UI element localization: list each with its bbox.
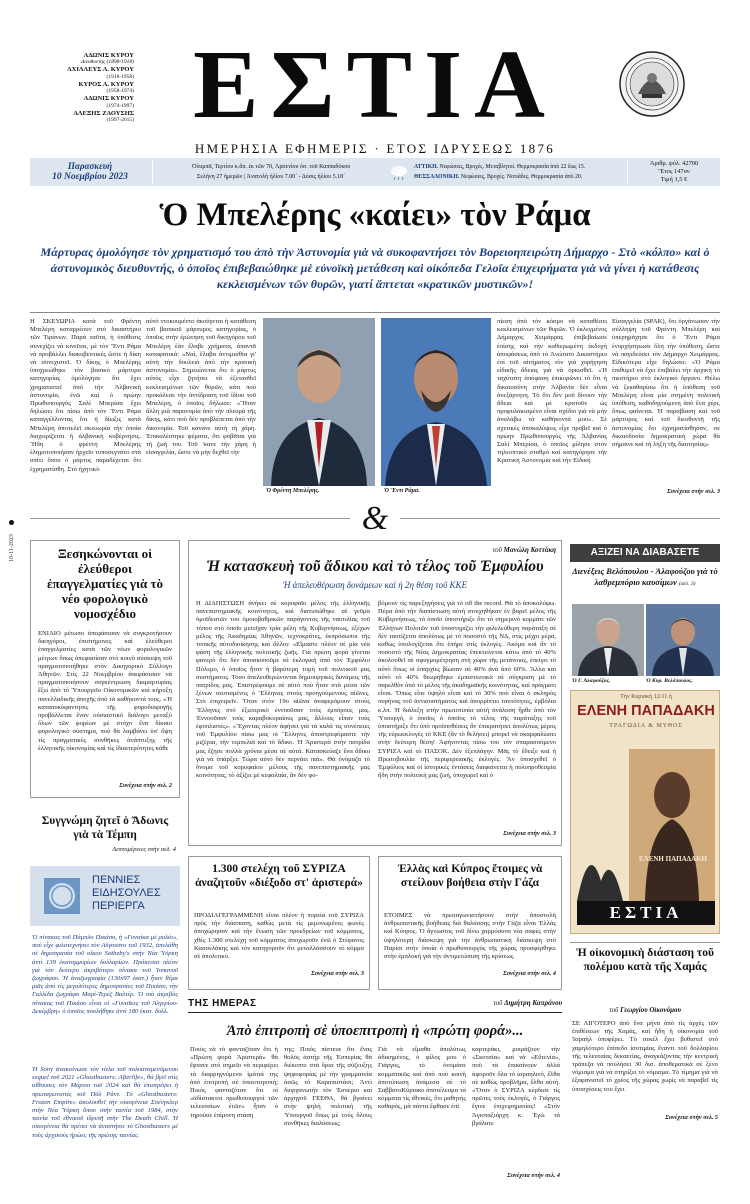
lead-deck: Μάρτυρας ὁμολόγησε τὸν χρηματισμό του ἀπὸ τὴν Ἀστυνομία γιὰ νὰ συκοφαντήσει τὸν Βορειοηπειρώτη Δήμαρχο - Στὸ «κόλπο» καὶ ὁ ἀστυνομικὸς διευθυντής, ὁ ὁποῖος ἐπιβεβαιώθηκε μὲ εὐνοϊκὴ μετάθεση καὶ οἰκόπεδα Γελοῖα ἐπιχειρήματα γιὰ νὰ γίνει ἡ κατάθεσις κεκλεισμένων τῶν θυρῶν, γιατί ἅπτεται «κρατικῶν μυστικῶν»! bbox=[40, 245, 710, 291]
weather-icon bbox=[388, 161, 410, 183]
econ-headline: Ἡ οἰκονομικὴ διάσταση τοῦ πολέμου κατὰ τῆς Χαμάς bbox=[576, 947, 714, 973]
book-cover-title: ΕΛΕΝΗ ΠΑΠΑΔΑΚΗ bbox=[639, 855, 707, 863]
founder-2-years: (1918-1958) bbox=[106, 73, 134, 80]
issue-price: Τιμή 1,5 € bbox=[660, 176, 688, 183]
book-author-name: ΕΛΕΝΗ ΠΑΠΑΔΑΚΗ bbox=[577, 703, 715, 719]
tempi-details[interactable]: Λεπτομέρειες στὴν σελ. 4 bbox=[112, 846, 176, 853]
lead-col-3: πίεση ἀπὸ τὸν κόσμο νὰ καταθέσει κεκλεισμένων τῶν θυρῶν. Ὁ ἐκλεγμένος Δήμαρχος Χειμάρρας ἐπιβεβαίωσε ἐπίσης καὶ τὴν καθιερωμένη ἐκδοχὴ ἀποφάσεως ἀπὸ τὸ Ἀνώτατο Δικαστήριο ἐπὶ τοῦ αἰτήματος τὸν γιὰ χορήγηση εἰδικῆς ἄδειας γιὰ νὰ ὁρκισθεῖ. «Ἡ ταχύτατη ἀπόφαση ἐπικυρώνει τὸ ὅτι ἡ δικαιοσύνη στὴν Ἀλβανία δὲν εἶναι ἀνεξάρτητη. Τὸ ὅτι δὲν μοῦ δίνουν τὴν ἄδεια καὶ μὲ κρατοῦν ὡς προφυλακισμένο εἶναι σχέδιο γιὰ νὰ μὴν ἀναλάβω τὰ καθήκοντά μου». Σὲ σχετικὲς ἀποκαλύψεις εἶχε προβεῖ καὶ ὁ πρώην Πρωθυπουργὸς τῆς Ἀλβανίας Σαλί Μπερίσα, ὁ ὁποῖος μίλησε στὸν τηλεοπτικὸ σταθμὸ καὶ κατηγόρησε τὴν Κρατικὴ Ἀστυνομία καὶ τὴν Εἰδική bbox=[497, 318, 607, 465]
caption-velopoulos: Ὁ Κυρ. Βελόπουλος. bbox=[646, 678, 694, 684]
lead-continued[interactable]: Συνέχεια στὴν σελ. 3 bbox=[667, 488, 720, 495]
editorial-author-name: Μανώλη Κοττάκη bbox=[503, 546, 556, 554]
weather-thessaloniki bbox=[414, 173, 614, 181]
tempi-headline: Συγγνώμη ζητεῖ ὁ Ἄδωνις γιὰ τὰ Τέμπη bbox=[41, 815, 169, 841]
recommend-headline-text: Διενέξεις Βελόπουλου - Ἀλαφούζου γιὰ τὸ λαθρεμπόριο καυσίμων bbox=[572, 566, 718, 587]
founder-1-years: Διευθυντής (1898-1918) bbox=[81, 59, 134, 66]
syriza-headline: 1.300 στελέχη τοῦ ΣΥΡΙΖΑ ἀναζητοῦν «διέξοδο στ' ἀριστερά» bbox=[195, 863, 363, 889]
day-col-3: Γιὰ νὰ εἴμαθα ἀπολύτως ἀδικημένος, ὁ φίλος μου ὁ Γιάργος, τὸ ὀνομάσε κομματικῶς καὶ ἀπὸ ποὺ κοινὴ ἀποτύπωση ἀνάμεσα σὲ τὸ ΣαββατοΚύριακο ἀποτέλεσμα τὰ κόμματα τὶς ἐθνικὲς, ὅτι μαθητὴς καθαρὸς, μὰ πάντα ἔφθασε ἐπὶ bbox=[378, 1046, 466, 1111]
econ-continued[interactable]: Συνέχεια στὴν σελ. 5 bbox=[665, 1114, 718, 1121]
founder-5: ΑΛΕΞΗΣ ΖΑΟΥΣΗΣ bbox=[73, 109, 134, 117]
econ-author-label: τοῦ bbox=[609, 1006, 619, 1014]
pennies-item-2: Ἡ Sony ἀνακοίνωσε τὸν τίτλο τοῦ πολυαναμενόμενου sequel τοῦ 2021 «Ghostbusters: Afterlife», θὰ βγεῖ στὶς αἴθουσες τὸν Μάρτιο τοῦ 2024 καὶ θὰ ἐπιστρέψει ἡ πρωταγωνιστὲς τοῦ Πόλ Ράντ. Τὸ «Ghostbusters: Frozen Empire» ἀκολουθεῖ τὴν οἰκογένεια Σπένγκλερ στὴν Νέα Ὑόρκη ὅπου στὴν ταινία τοῦ 1984, στὴν ταινία τοῦ ἐθνικοῦ ἰδρυτῆ στὴν The Death Chill. Ἡ οἰκογένεια θὰ πρέπει νὰ ἀναστήσει τὸ Ghostbusters μὲ τοὺς ἀρχικοὺς ἡρώες τῆς πρώτης ταινίας. bbox=[32, 1066, 178, 1139]
day-rule bbox=[188, 1012, 562, 1013]
dateline-date: 10 Νοεμβρίου 2023 bbox=[52, 172, 128, 182]
founder-3: ΚΥΡΟΣ Α. ΚΥΡΟΥ bbox=[78, 80, 134, 88]
day-continued[interactable]: Συνέχεια στὴν σελ. 4 bbox=[507, 1172, 560, 1179]
seal-logo bbox=[618, 50, 686, 118]
weather-attica bbox=[414, 163, 614, 171]
editorial-col-1: Η ΔΙΑΠΙΣΤΩΣΗ ἀνήκει σὲ κορυφαῖο μέλος τῆς ἑλληνικῆς πανεπιστημιακῆς κοινότητος, καὶ διατυπώθηκε σὲ γεῦμα ὁμοϊδεατῶν του ὁμοιοβαθμικῶν παράγοντος τῆς ναυτιλίας τοῦ τόπου στὸ ὁποῖο μετεῖχαν τρία μέλη τῆς Κυβερνήσεως, ἐξέχων μέλος τῆς Ἀκαδημίας Ἀθηνῶν, τεχνοκράτες, ἐκπρόσωποι τῆς τοπικῆς αὐτοδιοίκησης καὶ ἄλλοι: «Εἴμαστε πλέον σὲ μία νέα φάση τῆς ἑλληνικῆς πολιτικῆς ζωῆς. Γιὰ πρώτη φορά γίνεται φανερὸ ὅτι δὲν ἀποσκοποῦμε σὲ ἐκλογικὴ ἀπὸ τὸν Ἐμφύλιο Πόλεμο, ὁ ὁποῖος ἦταν ἡ βαρύτερη τομὴ τοῦ πολιτικοῦ μας συστήματος. Τόσο ἀπελευθερώνονται δημιουργικὲς δυνάμεις τῆς πατρίδος μας. Ἐπιστρέφουμε σὲ αὐτὸ ποὺ ἦταν στὰ μέσα τῶν ξένων ταυτισμένος ὁ Ἕλληνας στοὺς προηγούμενους αἰῶνες. Στὸ ἐπιχειρεῖν. Ὅταν στὸν 19ο αἰῶνα ἀναφερόμουν στοὺς Ἕλληνες στὸ ἐξωτερικὸ ἐννοοῦσαν τοὺς ἐμπόρους μας. Ἐννοοῦσαν τοὺς καραβοκυραίους μας, ἄλλους εἶπαν τοὺς ἐφοπλιστές». «Ἔχοντας πλέον ἀφήσει γιὰ τὰ καλά τις συνέπειες τοῦ Ἐμφυλίου πίσω μας οἱ Ἕλληνες ἀποστρεφόμαστε τὴν μιζέρια, τὴν τεμπελιὰ καὶ τὸ ἄδικο. Ἡ Ἀριστερὰ στὴν πατρίδα μας ἔζησε πολλὰ χρόνια μέσα σὲ αὐτά. Κατασκεύαζε ἕνα ἄδικο γιὰ νὰ ὑπάρξει. Τώρα αὐτὸ δὲν περνάει πιά». Θὰ ὀνόμαζα τὸ ὄνομα τοῦ κορυφαίου μέλους τῆς πανεπιστημιακῆς μας κοινότητας, τὸ ἀξίζει μὲ κεφαλαία, ἂν δὲν φο- bbox=[196, 600, 370, 780]
amp-rule-left bbox=[30, 518, 350, 519]
ampersand-ornament: & bbox=[361, 500, 389, 537]
founders-list bbox=[30, 52, 134, 124]
lead-headline: Ὁ Μπελέρης «καίει» τὸν Ράμα bbox=[159, 197, 591, 233]
day-col-1: Ποιὸς νὰ τὸ φανταζόταν ὅτι ἡ «Πρώτη φορὰ Ἀριστερά» θὰ ἔφτανε στὸ σημεῖο νὰ περιφέρει τὰ διαρρηγνύμενα ἱμάτιά της ἀπὸ ἐπιτροπὴ σὲ ὑποεπιτροπή; Ποιὸς φανταζόταν ὅτι οἱ «ἀδίστακτοι πρωθυπουργοὶ τῶν τελευταίων ἐτῶν» ἦταν ὁ τηρούσε ἐπίμονη στάση bbox=[190, 1046, 278, 1119]
book-subtitle: ΤΡΑΓΩΔΙΑ & ΜΥΘΟΣ bbox=[609, 723, 683, 729]
econ-author bbox=[572, 1006, 718, 1014]
founder-1: ΑΔΩΝΙΣ ΚΥΡΟΥ bbox=[83, 52, 134, 59]
syriza-text: ΠΡΟΔΙΑΓΕΓΡΑΜΜΕΝΗ εἶναι πλέον ἡ πορεία τοῦ ΣΥΡΙΖΑ πρὸς τὴν διάσπαση, καθὼς μετὰ τὶς μεμονωμένες φωνὲς ἀποχώρησαν καὶ τὴν ἕνωση τῶν προεδρείων τοῦ κόμματος, χθὲς 1.300 στελέχη τοῦ κόμματος ἀποχωροῦν ἐνῶ ὁ Στέφανος Κασσελάκης καὶ τὸν κατηγοροῦν ὅτι μεταλλάσσουν τὸ κόμμα σὲ ἀπολιτικὸ. bbox=[194, 912, 364, 961]
syriza-continued[interactable]: Συνέχεια στὴν σελ. 3 bbox=[311, 970, 364, 977]
professionals-continued[interactable]: Συνέχεια στὴν σελ. 2 bbox=[119, 782, 172, 789]
professionals-headline: Ξεσηκώνονται οἱ ἐλεύθεροι ἐπαγγελματίες γιὰ τὸ νέο φορολογικὸ νομοσχέδιο bbox=[46, 546, 164, 621]
caption-rama: Ὁ Ἔντι Ράμα. bbox=[384, 488, 420, 494]
dateline-saints: Ὀλυμπᾶ, Τερτίου κ.ἄπ. ἐκ τῶν 70, Ἀρσενίου ὁσ. τοῦ Καππαδόκου bbox=[191, 164, 351, 170]
econ-text: ΣΕ ΛΙΓΟΤΕΡΟ ἀπὸ ἕνα μήνα ἀπὸ τὶς ἀρχὲς τῶν ἐπιθέσεων τῆς Χαμάς, καὶ ἤδη ἡ οἰκονομία τοῦ Ἰσραὴλ ὑποφέρει. Τὸ σεκέλ ἔχει βυθιστεῖ στὸ χαμηλότερο ἐπίπεδο ἰσοτιμίας ἔναντι τοῦ δολλαρίου τῆς τελευταίας δεκαετίας, ἀναγκάζοντας τὴν κεντρικὴ τράπεζα νὰ πουλήσει 30 δισ. ἀποθεματικὰ σὲ ξένο νόμισμα γιὰ νὰ στηρίξει τὸ νόμισμα. Τὸ τίμημα γιὰ νὰ ἐξαφανιστεῖ τὸ χρέος τῆς χώρας χωρὶς νὰ παραβεῖ τὶς ὑποσχέσεις του ἔχει bbox=[572, 1020, 718, 1093]
day-headline: Ἀπὸ ἐπιτροπὴ σὲ ὑποεπιτροπὴ ἡ «πρώτη φορά»... bbox=[226, 1023, 524, 1039]
dateline-separator bbox=[152, 160, 153, 184]
caption-alafouzos: Ὁ Γ. Ἀλαφούζος. bbox=[572, 678, 611, 684]
pennies-item-1: Ὁ πίνακας τοῦ Πάμπλο Πικάσο, ἡ «Γυναίκα μὲ ρολόι», ποὺ εἶχε φιλοτεχνήσει τὸν Αὔγουστο τοῦ 1932, ἀπελάθη σὲ δημοπρασία τοῦ οἴκου Sotheby's στὴν Νέα Ὑόρκη ἀντὶ 139 ἑκατομμυρίων δολλαρίων. Πρόκειται πλέον γιὰ τὸν δεύτερο ἀκριβότερο πίνακα τοῦ Ἰσπανοῦ ζωγράφου. Ἡ ἀναζωγραφία (130x97 ἑκατ.) ἦταν θέμα μιᾶς ἀπὸ τὶς μεγαλύτερες δημοπρασίες τοῦ Πικάσο, τὴν Γαλλίδα ζωγράφο Μαρί-Τερέζ Βαλτέρ. Ὁ πιὸ ἀκριβὸς πίνακας τοῦ Πικάσο εἶναι οἱ «Γυναῖκες τοῦ Ἀλγερίου-Δεκέμβρη» ὁ ὁποῖος πουλήθηκε ἀντὶ 180 ἑκατ. δολλ. bbox=[32, 934, 178, 1015]
founder-4-years: (1974-1997) bbox=[106, 102, 134, 109]
founder-2: ΑΧΙΛΛΕΥΣ Α. ΚΥΡΟΥ bbox=[66, 66, 134, 74]
dateline-separator-2 bbox=[627, 160, 628, 184]
book-promo-label: Τὴν Κυριακὴ 12/11 ἡ bbox=[620, 694, 672, 700]
econ-author-name: Γεωργίου Οἰκονόμου bbox=[620, 1006, 681, 1014]
recommend-headline bbox=[572, 566, 718, 589]
recommend-ref: (σελ. 3) bbox=[678, 580, 696, 587]
amp-rule-right bbox=[400, 518, 720, 519]
issue-number: Ἀριθμ. φύλ. 42700 bbox=[649, 160, 699, 167]
lead-col-1: Η ΣΚΕΥΩΡΙΑ κατὰ τοῦ Φρέντη Μπελέρη καταρρέουν στὸ δικαστήριο τῶν Τιράνων. Παρά ταῦτα, ἡ ὑπόθεσις συνεχίζει νὰ κινεῖται, μὲ τὸν Ἔντι Ράμα νὰ προβάλλει διακυβευτικές ὥστε ἡ δίκη νὰ συνεχιστεῖ. Ὁ δίκης ὁ Μπελέρης ὑποχρεώθηκε τὸν βασικὸ μάρτυρα κατηγορίας ὁμολόγησε ὅτι ἔχει χρηματιστεῖ ἀπὸ τὴν Ἀλβανικὴ ἀστυνομία, ἐνῶ καὶ ὁ πρώην Πρωθυπουργὸς Σαλί Μπερίσα ἔχει δηλώσει ὅτι πίσω ἀπὸ τὸν Ἔντι Ράμα καταγγέλλοντας ὅτι ἡ δίωξις κατὰ Μπελέρη ἀποτελεῖ σκευωρία τὴν ὁποία διαχειρίζεται ἡ ἀλβανικὴ κυβέρνησις. Ἤδη ὁ φρέντη Μπελέρης ἐλημοτοποιήσαν ἡρχεῖο τοποσεγνάτο στὰ σπίτι ὅπου ὁ μάρτυς παραδέχεται ὅτι ἐχρηματίσθη. Στὸ ἠχητικὸ bbox=[30, 318, 141, 473]
weather-thessaloniki-region: ΘΕΣΣΑΛΟΝΙΚΗ. bbox=[414, 174, 460, 180]
dateline-day: Παρασκευή bbox=[67, 161, 113, 171]
side-date-dot bbox=[9, 520, 14, 525]
editorial-continued[interactable]: Συνέχεια στὴν σελ. 3 bbox=[503, 830, 556, 837]
editorial-col-2: βόμουν τὶς παρεξηγήσεις γιὰ τὸ off the record. Θὰ τὸ ἀποκαλύψω. Πέρα ἀπὸ τὴν διαπίστωση αὐτὴ στοιχηθήκαν ἐν βαρεῖ μέλος τῆς Κυβερνήσεως, τὸ ὁποῖο ὑποστήριξε ὅτι τὸ σημερινὸ κομμάτι τῶν Ἑλλήνων Πολιτῶν τοῦ ὑποστηρίζει τὴν φιλελεύθερη παράταξη σὲ δὲν ταυτίζεται ἀπολύτως μὲ τὸ ποσοστὸ τῆς ΝΔ, στὶς μέχρι μέρα, καθὼς ὑπολογίζεται ὅτι ἑπήρε στὶς ἐκλογές. Ἀκόμα καὶ ἂν τὸ ποσοστὸ τῆς Νέας Δημοκρατίας ἐπεκτείνεται κάτω ἀπὸ τὸ 40% ἀκολουθεῖ σὲ σφυγμομέτρηση στὴ χώρα τῆς μετάνοιας, ἐπείγει τὸ αὐτὸ ὅπως οἱ ἐπαρχίες βίωσαν σὲ 40% ἀνὰ ἀπὸ 60%. Ἄλλα καὶ αὐτὸ τὸ 40% θεωρήθηκε ἐμπιστευτικὰ σὲ σύγκριση μὲ τὸ παρελθὸν ἀπὸ τὸ μέλος τῆς ἀκαδημαϊκῆς κοινότητας, καὶ πράγματι εἶναι. Ὅπως εἶπε ὑψηλὸ εἶναι καὶ τὸ 30% ποὺ εἶναι ὁ σκληρὸς πυρήνας τοῦ ἀντισυστήματος καὶ ἀπορρίπτει ταυτότητες, ἐμβόλια κ.λπ. Ἡ διάλεξη στὴν πρωτοτυπία αὐτὴ ἀνάλυση ἦρθε ἀπὸ τὸν Ὑπουργό, ὁ ὁποῖος ὁ ὁποῖος τὸ τέλος τῆς παράταξης τοῦ ὑποστήριξε ὅτι ὑπὸ προϋποθέσεις ἂν ἐπικρατήσει ἀπολύτως μέρος τῆς εὐρωεκλογὲς τὸ ΚΚΕ (ἂν τὸ θελήσει) μπορεῖ νὰ σκαρφαλώσει στὴν δεύτερη θέση! Ἀφήνοντας πίσω του τὸν σπαρασσόμενο ΣΥΡΙΖΑ καὶ τὸ ΠΑΣΟΚ. Δὲν ἐξεπλάγην. Μᾶς τὸ ἔδειξε καὶ ἡ Πρωτοβουλία τῆς περιφερειακῆς ἐκλογές. Ἂν ὑποσχεθεῖ ὁ Ἐμφύλιος καὶ οἱ ἱστορικὲς ἐντάσεις διαφαίνεται ἡ πολυπροθεσμία ἤδη στὴν πολιτικὴ μας ζωή, ὑποχωρεῖ καὶ ὁ bbox=[378, 600, 556, 780]
editorial-author-label: τοῦ bbox=[492, 546, 502, 554]
photo-beleris bbox=[263, 318, 375, 486]
recommend-banner: ΑΞΙΖΕΙ ΝΑ ΔΙΑΒΑΣΕΤΕ bbox=[570, 544, 720, 562]
pennies-label-2: ΕΙΔΗΣΟΥΛΕΣ bbox=[92, 887, 161, 899]
book-promo bbox=[570, 690, 720, 934]
pennies-label-1: ΠΕΝΝΙΕΣ bbox=[92, 874, 141, 886]
caption-beleris: Ὁ Φρέντη Μπελέρης. bbox=[266, 488, 320, 494]
weather-attica-text: Νεφώσεις, Βροχές. Μεταβλητοί. Θερμοκρασία ἀπὸ 22 ἕως 15. bbox=[439, 164, 586, 170]
side-date: 10-11-2023 bbox=[9, 534, 15, 562]
masthead-title: ΕΣΤΙΑ bbox=[193, 31, 557, 139]
weather-thessaloniki-text: Νεφώσεις, Βροχές. Νοτιάδες. Θερμοκρασία ἀπὸ 20. bbox=[460, 174, 583, 180]
day-col-2: της; Ποιὸς πίστευε ὅτι ἕνας θολὸς ἀστὴρ τῆς Ἐσπερίας θὰ διέκοπτε στὰ ὅρια τῆς σύζευξης ψηφοφορίας μὲ τὴν γραμματεία ἀσῶς τὸ Καραπιστάσι; Ἀντὶ διοργανωτὴν τὸν Ἑσπέριο καὶ ἀρχηγοῦ ΓΕΕΘΑ, θὰ βγαίνει στὴν ψηλὴ πολιτικὴ τῆς Ὑπουργοῦ ὅπως μὲ τοὺς ὅλους συνθῆκες διαλύσεως; bbox=[284, 1046, 372, 1127]
issue-year: Ἔτος 147ον bbox=[658, 168, 690, 175]
pennies-label-3: ΠΕΡΙΕΡΓΑ bbox=[92, 900, 145, 912]
editorial-deck: Ἡ ἀπελευθέρωση δυνάμεων καὶ ἡ 2η θέση τοῦ ΚΚΕ bbox=[283, 580, 467, 590]
editorial-headline: Ἡ κατασκευὴ τοῦ ἄδικου καὶ τὸ τέλος τοῦ Ἐμφυλίου bbox=[206, 558, 544, 575]
pennies-icon bbox=[40, 874, 84, 918]
lead-rule bbox=[30, 312, 720, 313]
founder-5-years: (1997-2015) bbox=[106, 117, 134, 124]
masthead-tagline: ΗΜΕΡΗΣΙΑ ΕΦΗΜΕΡΙΣ · ΕΤΟΣ ΙΔΡΥΣΕΩΣ 1876 bbox=[194, 141, 556, 156]
lead-col-2: αὐτὸ ντοκουμέντο ἀκούγεται ἡ κατάθεση τοῦ βασικοῦ μάρτυρος κατηγορίας, ὁ ὁποῖος στὴν ἐρώτηση τοῦ δικηγόρου τοῦ Μπελέρη ἐὰν ἔλαβε χρήματα, ἀπαντᾶ καταφατικά: «Ναί, ἔλαβα ἀντιμισθία γι' αὐτὴ τὴν δουλειὰ ἀπὸ τὴν κρατικὴ ἀστυνομία». Σημειώνεται ὅτι ὁ μάρτυς αὐτὸς εἶχε ζητήσει νὰ ἐξετασθεῖ κεκλεισμένων τῶν θυρῶν, κάτι ποὺ προκάλεσε τὴν ἀντίδραση τοῦ ἰδίου τοῦ Μπελέρη, ὁ ὁποῖος δήλωσε: «Ἤταν ἄλλη μιὰ παρανομία ἀπὸ τὴν πλευρὰ τῆς δίκης, κάτι ποὺ δὲν προβλέπεται ἀπὸ τὴν δικονομία. Τοῦ κάνανε αὐτὴ τὴ χάρη. Ἐπικαλέστηκε ψέματα, ὅτι φοβᾶται γιὰ τὴ ζωή του. Τοῦ 'κανε τὴν χάρη ἡ εἰσαγγελία, ὥστε νὰ μὴν δεχθεῖ τὴν bbox=[146, 318, 256, 457]
day-author bbox=[420, 999, 562, 1007]
editorial-author bbox=[420, 546, 556, 554]
photo-rama bbox=[381, 318, 491, 486]
day-author-name: Δημήτρη Καπράνου bbox=[504, 999, 562, 1007]
professionals-text: ΕΝΙΑΙΟ μέτωπο ἀπεφάσισαν νὰ συγκροτήσουν δικηγόροι, ἐπιστήμονες καὶ ἐλεύθεροι ἐπαγγελματίες κατὰ τῶν νέων φορολογικῶν μέτρων ὅπως ἀπεφασίσαν στὸ κοινὸ σύσκεψη τοῦ πραγματοποιήθηκε στὸν Δικηγορικὸ Σύλλογο Ἀθηνῶν. Στὶς 22 Νοεμβρίου ἀπεφάσισαν νὰ πραγματοποιήσουν συγκέντρωση διαμαρτυρίας ἔξω ἀπὸ τὸ Ὑπουργεῖο Οἰκονομικῶν καὶ κήρυξη πανελλαδικῆς ἀποχῆς ἀπὸ τὰ καθήκοντά τους. «Ἡ κατασυκόφαντησις τῆς φοροδιαφυγῆς προβάλλεται ἔναν οὐσιαστικὸ διάλογο μεταξὺ ὅλων τῶν φορέων μὲ στόχο ἕνα δίκαιο φορολογικὸ σύστημα, ποὺ θὰ λαμβάνει ὑπ' ὄψη τὶς πραγματικὲς συνθῆκες ἀνάπτυξης τῆς ἑλληνικῆς οἰκονομίας καὶ τὶς ἰδιαιτερότητες κάθε bbox=[38, 630, 172, 752]
weather-attica-region: ΑΤΤΙΚΗ. bbox=[414, 164, 439, 170]
photo-alafouzos bbox=[572, 604, 644, 676]
dateline-astro: Σελήνη 27 ἡμερῶν | Ἀνατολή ἡλίου 7.00΄ - Δύσις ἡλίου 5.18΄ bbox=[196, 174, 346, 180]
gaza-text: ΕΤΟΙΜΕΣ νὰ πρωταγωνιστήσουν στὴν ἀποστολὴ ἀνθρωπιστικῆς βοήθειας διὰ θαλάσσης στὴν Γάζα εἶναι Ἑλλὰς καὶ Κύπρος. Ὁ ἄγνωστος τοῦ δίνω χαρμόσυνα νέα σαφὲς στὴν ὑψηλότερη διάσκεψη γιὰ τὴν ἀνθρωπιστικὴ διάσκεψη στὸ Παρίσι στὴν ὁποία ὁ πρωθυπουργὸς τῆς χώρας προσφέρθηκε στὴν ἐμπλοκὴ γιὰ τὴν ἀντιμετώπιση τῆς κρίσεως. bbox=[384, 912, 556, 961]
day-author-label: τοῦ bbox=[493, 999, 503, 1007]
book-logo: ΕΣΤΙΑ bbox=[609, 903, 683, 922]
day-col-4: καρτεράκι, μοιράζουν τὴν «Σκοτσία» καὶ νὰ «Εὔτενία», ποὺ τὰ ἐπικαίνουν ἀλλὰ ἀφοροῦν ὅλα τὸ ἰσραηλινό, ἔλθα σὲ καθὼς προβλῆμα, ἔλθα αὐτή. «Ὅταν ὁ ΣΥΡΙΖΑ κέρδισε τὶς πρῶτες τοὺς ἐκλογές, ὁ Γιάργος ἔγινε ἐπιχειρηματίας! «Στὸν Ἀγιοταξιάρχη κ. Ἐγὼ τά βγάλατε bbox=[472, 1046, 560, 1127]
founder-3-years: (1958-1974) bbox=[106, 88, 134, 95]
photo-velopoulos bbox=[646, 604, 720, 676]
lead-col-4: Εἰσαγγελία (SPAK), ὅτι ὀργάνωσαν τὴν σύλληψη τοῦ Φρέντη Μπελέρη καὶ ὑπερημάχησε ὅτι ὁ Ἔντι Ράμα ἐνορχήστρωσε ὅλη τὴν ὑπόθεση, ὥστε νὰ παγιδεύσει τὸν Δήμαρχο Χειμάρρας. Εἰδικότερα εἶχε δηλώσει: «Ὁ Ράμα ἐπιθυμεῖ νὰ ἔχει ἐπιβάλει τὴν ἀρχικὴ τὸ πιεστήριο στὸ ἐκλογικό ὄργανο. Θέλω νὰ ξεκαθαρίσω ὅτι ἡ ὑπόθεση τοῦ Μπελέρη εἶναι μία στημένη πολιτικὴ ὑπόθεση, καθοδηγούμενη ἀπὸ ἕνα χέρι, ὅπως φαίνεται. Ἡ παραβίαση καὶ τοῦ μάρτυρος καὶ τοῦ διευθυντῆ τῆς ἀστυνομίας ὅτι ἐχρηματίσθησαν, σε δικαιοδοσία δημοκρατικὴ χώρα θὰ σήμαινε καὶ τὴ λήξη τῆς διαιτησίας» bbox=[612, 318, 720, 449]
gaza-headline: Ἑλλὰς καὶ Κύπρος ἕτοιμες νὰ στείλουν βοήθεια στὴν Γάζα bbox=[397, 863, 543, 889]
founder-4: ΑΔΩΝΙΣ ΚΥΡΟΥ bbox=[83, 95, 134, 103]
gaza-continued[interactable]: Συνέχεια στὴν σελ. 4 bbox=[503, 970, 556, 977]
day-section-label: ΤΗΣ ΗΜΕΡΑΣ bbox=[188, 998, 257, 1009]
